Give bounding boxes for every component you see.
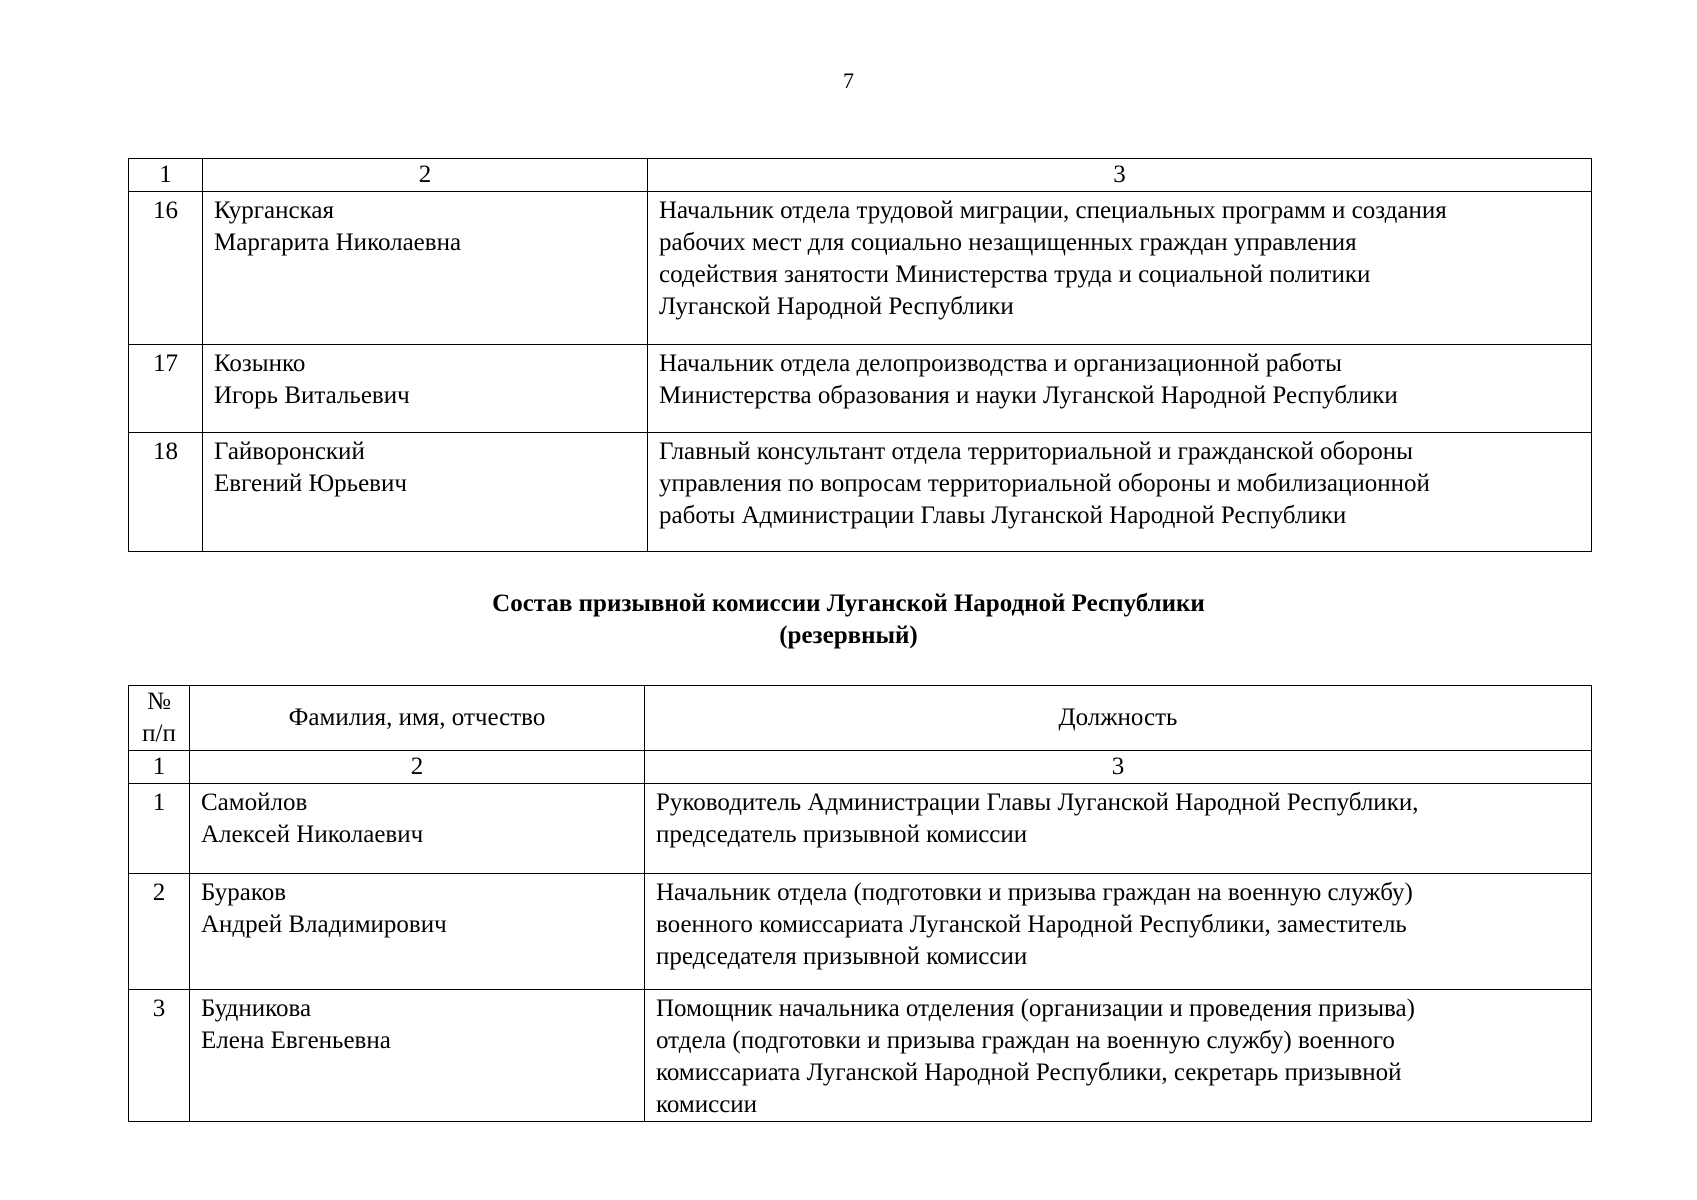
position-line: комиссии [656,1091,758,1118]
table-row [129,433,1592,552]
position-line: председателя призывной комиссии [656,943,1028,970]
column-number-1: 1 [129,159,203,192]
person-name [203,192,648,345]
position-line: председатель призывной комиссии [656,821,1028,848]
header-row [129,686,1592,751]
row-number: 1 [129,784,190,874]
column-number-row [129,159,1592,192]
header-number-abbr: п/п [142,720,176,747]
position [648,192,1592,345]
position [645,874,1592,990]
position-line: Министерства образования и науки Луганской Народной Республики [659,382,1398,409]
header-number-symbol: № [147,688,171,715]
position-line: Помощник начальника отделения (организации и проведения призыва) [656,995,1415,1022]
position-line: управления по вопросам территориальной обороны и мобилизационной [659,470,1430,497]
given-names: Игорь Витальевич [214,382,410,409]
position-line: военного комиссариата Луганской Народной Республики, заместитель [656,911,1407,938]
given-names: Елена Евгеньевна [201,1027,391,1054]
surname: Гайворонский [214,438,365,465]
given-names: Андрей Владимирович [201,911,447,938]
position-line: Начальник отдела делопроизводства и организационной работы [659,350,1342,377]
table-row [129,192,1592,345]
column-number-3: 3 [648,159,1592,192]
surname: Курганская [214,197,334,224]
surname: Будникова [201,995,312,1022]
person-name [190,990,645,1122]
column-number-3: 3 [645,751,1592,784]
person-name [190,874,645,990]
person-name [190,784,645,874]
row-number: 2 [129,874,190,990]
surname: Козынко [214,350,306,377]
person-name [203,433,648,552]
position [645,784,1592,874]
column-number-2: 2 [190,751,645,784]
row-number: 3 [129,990,190,1122]
position-line: комиссариата Луганской Народной Республики, секретарь призывной [656,1059,1402,1086]
position-line: Луганской Народной Республики [659,293,1014,320]
table-row [129,345,1592,433]
position-line: содействия занятости Министерства труда и социальной политики [659,261,1371,288]
position-line: Начальник отдела трудовой миграции, специальных программ и создания [659,197,1447,224]
surname: Самойлов [201,789,308,816]
column-number-2: 2 [203,159,648,192]
given-names: Алексей Николаевич [201,821,424,848]
commission-table-continued [128,158,1592,552]
reserve-commission-table [128,685,1592,1122]
header-number [129,686,190,751]
position-line: отдела (подготовки и призыва граждан на военную службу) военного [656,1027,1395,1054]
header-position: Должность [645,686,1592,751]
given-names: Маргарита Николаевна [214,229,462,256]
position [645,990,1592,1122]
position-line: Руководитель Администрации Главы Луганской Народной Республики, [656,789,1419,816]
position-line: работы Администрации Главы Луганской Народной Республики [659,502,1347,529]
position-line: Начальник отдела (подготовки и призыва граждан на военную службу) [656,879,1413,906]
section-title-subtitle: (резервный) [779,622,918,649]
table-row [129,874,1592,990]
table-row [129,990,1592,1122]
position-line: Главный консультант отдела территориальной и гражданской обороны [659,438,1413,465]
header-name: Фамилия, имя, отчество [190,686,645,751]
column-number-1: 1 [129,751,190,784]
page-number: 7 [843,68,854,93]
column-number-row [129,751,1592,784]
row-number: 16 [129,192,203,345]
row-number: 17 [129,345,203,433]
position-line: рабочих мест для социально незащищенных граждан управления [659,229,1357,256]
row-number: 18 [129,433,203,552]
given-names: Евгений Юрьевич [214,470,407,497]
table-row [129,784,1592,874]
person-name [203,345,648,433]
surname: Бураков [201,879,287,906]
position [648,433,1592,552]
section-title-line: Состав призывной комиссии Луганской Народной Республики [492,590,1205,617]
position [648,345,1592,433]
section-title [0,588,1697,652]
